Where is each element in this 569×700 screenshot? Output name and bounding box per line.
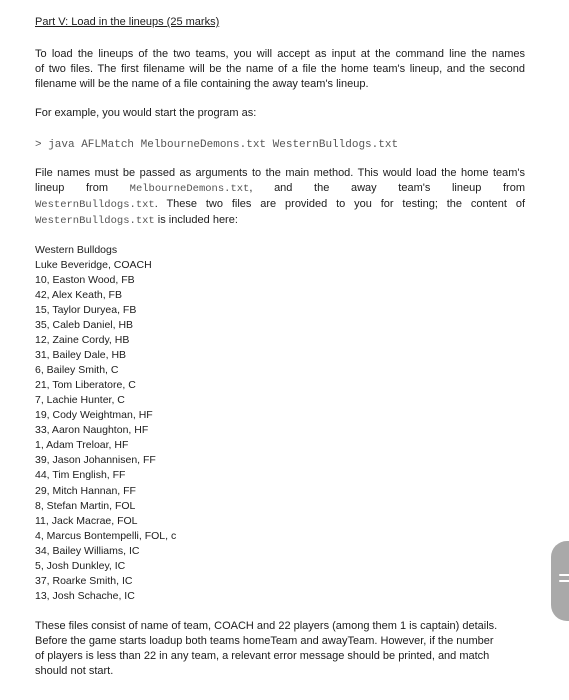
side-panel-handle[interactable] <box>551 541 569 621</box>
filename-home: MelbourneDemons.txt <box>129 183 250 195</box>
roster-line: 34, Bailey Williams, IC <box>35 544 140 557</box>
roster-line: 10, Easton Wood, FB <box>35 274 135 287</box>
filename-away: WesternBulldogs.txt <box>35 215 155 227</box>
team-roster <box>35 243 176 604</box>
roster-line: Luke Beveridge, COACH <box>35 259 152 272</box>
roster-line: 7, Lachie Hunter, C <box>35 394 125 407</box>
args-text: lineup from <box>35 182 130 194</box>
roster-line: 8, Stefan Martin, FOL <box>35 499 136 512</box>
filename-away: WesternBulldogs.txt <box>35 199 155 211</box>
example-intro <box>35 106 525 121</box>
closing-line: These files consist of name of team, COACH and 22 players (among them 1 is captain) details. <box>35 620 498 632</box>
args-line: File names must be passed as arguments to the main method. This would load the home team's <box>35 167 525 179</box>
roster-line: 6, Bailey Smith, C <box>35 364 119 377</box>
command-example: > java AFLMatch MelbourneDemons.txt WesternBulldogs.txt <box>35 139 399 151</box>
closing-paragraph <box>35 619 525 679</box>
roster-line: 13, Josh Schache, IC <box>35 589 135 602</box>
roster-line: 4, Marcus Bontempelli, FOL, c <box>35 529 177 542</box>
arguments-paragraph <box>35 166 525 229</box>
roster-line: 19, Cody Weightman, HF <box>35 409 153 422</box>
intro-line: To load the lineups of the two teams, you will accept as input at the command line the names <box>35 48 525 60</box>
closing-line: Before the game starts loadup both teams homeTeam and awayTeam. However, if the number <box>35 635 494 647</box>
roster-line: 33, Aaron Naughton, HF <box>35 424 149 437</box>
roster-line: 1, Adam Treloar, HF <box>35 439 129 452</box>
intro-line: filename will be the name of a file containing the away team's lineup. <box>35 78 369 90</box>
roster-line: 11, Jack Macrae, FOL <box>35 514 138 527</box>
roster-line: 42, Alex Keath, FB <box>35 289 122 302</box>
intro-line: of two files. The first filename will be the name of a file the home team's lineup, and the second <box>35 63 525 75</box>
roster-line: 12, Zaine Cordy, HB <box>35 334 130 347</box>
closing-line: should not start. <box>35 665 114 677</box>
args-text: , and the away team's lineup from <box>249 182 525 194</box>
roster-line: 5, Josh Dunkley, IC <box>35 559 126 572</box>
roster-line: 21, Tom Liberatore, C <box>35 379 136 392</box>
closing-line: of players is less than 22 in any team, a relevant error message should be printed, and match <box>35 650 490 662</box>
roster-line: 29, Mitch Hannan, FF <box>35 484 136 497</box>
roster-line: 37, Roarke Smith, IC <box>35 574 133 587</box>
args-line <box>35 181 525 197</box>
roster-line: 15, Taylor Duryea, FB <box>35 304 137 317</box>
args-text: is included here: <box>154 214 238 226</box>
roster-line: 39, Jason Johannisen, FF <box>35 454 156 467</box>
roster-line: 35, Caleb Daniel, HB <box>35 319 134 332</box>
roster-line: 31, Bailey Dale, HB <box>35 349 127 362</box>
args-line <box>35 197 525 213</box>
example-intro-text: For example, you would start the program as: <box>35 107 257 119</box>
intro-paragraph <box>35 47 525 92</box>
args-text: . These two files are provided to you for testing; the content of <box>154 198 525 210</box>
roster-line: Western Bulldogs <box>35 244 118 256</box>
menu-handle-icon <box>559 574 569 586</box>
roster-line: 44, Tim English, FF <box>35 469 126 482</box>
args-line <box>35 213 525 229</box>
section-heading: Part V: Load in the lineups (25 marks) <box>35 16 220 28</box>
